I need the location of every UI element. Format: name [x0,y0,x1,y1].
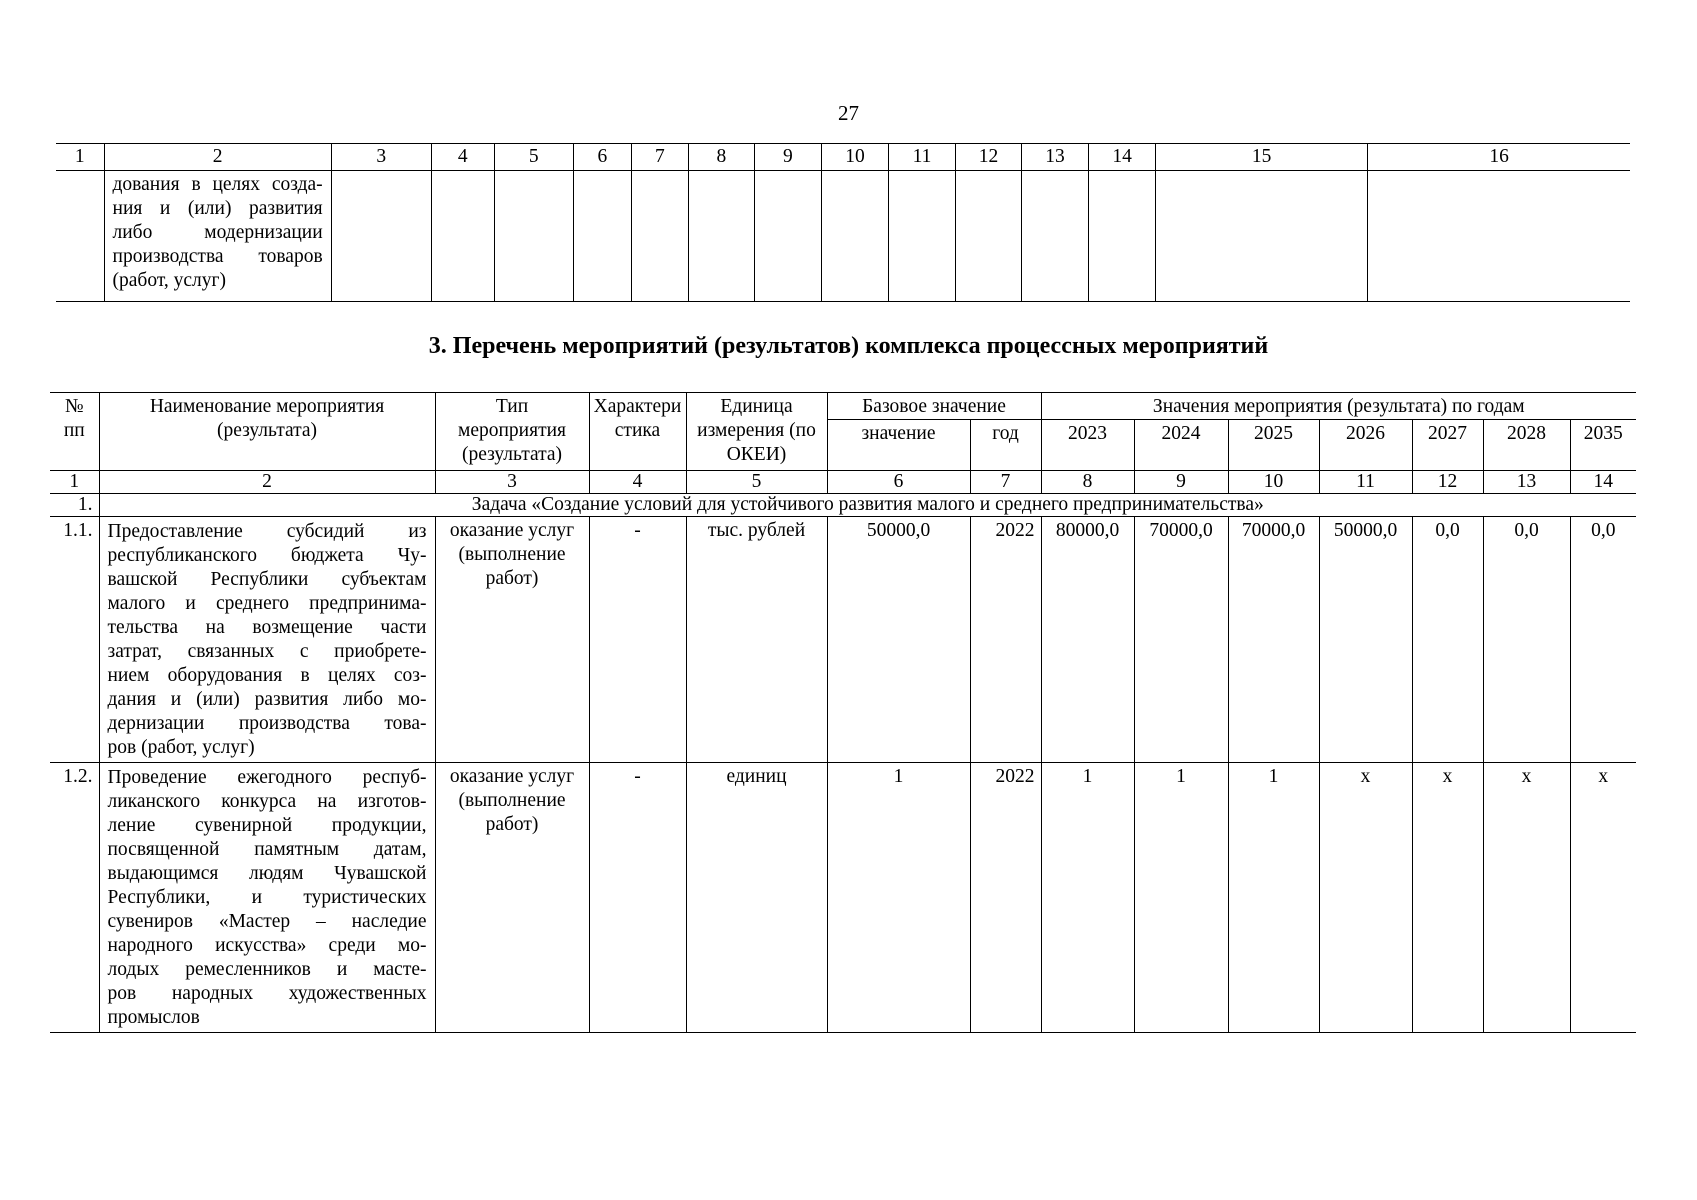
text-line: тельства на возмещение части [107,617,427,638]
table-row [50,763,1636,1033]
text-line: малого и среднего предпринима- [107,593,427,614]
header-year: 2026 [1319,420,1412,471]
row-base-value: 1 [827,763,970,1033]
task-row [50,494,1636,517]
row-year-value: х [1570,763,1636,1033]
text-line: дания и (или) развития либо мо- [107,689,427,710]
header-unit: Единица измерения (по ОКЕИ) [686,393,827,471]
row-base-value: 50000,0 [827,517,970,763]
text-line: ров народных художественных [107,983,427,1004]
row-year-value: 50000,0 [1319,517,1412,763]
row-unit: единиц [686,763,827,1033]
row-year-value: 1 [1228,763,1319,1033]
column-number: 11 [888,144,955,171]
header-base-year: год [970,420,1041,471]
continuation-table [56,143,1630,302]
text-line: либо модернизации [112,222,323,243]
text-line: затрат, связанных с приобрете- [107,641,427,662]
text-line: ния и (или) развития [112,198,323,219]
row-num: 1.1. [50,517,99,763]
column-number: 14 [1570,471,1636,494]
text-line: Проведение ежегодного респуб- [107,767,427,788]
column-number: 7 [631,144,688,171]
header-year: 2028 [1483,420,1570,471]
text-line: ликанского конкурса на изготов- [107,791,427,812]
row-base-year: 2022 [970,517,1041,763]
text-line: дернизации производства това- [107,713,427,734]
row-year-value: 1 [1041,763,1134,1033]
text-line: выдающимся людям Чувашской [107,863,427,884]
column-number: 10 [1228,471,1319,494]
header-characteristic: Характеристика [589,393,686,471]
column-number: 13 [1022,144,1089,171]
continuation-text [104,171,331,302]
column-number: 6 [573,144,631,171]
text-line: республиканского бюджета Чу- [107,545,427,566]
text-line: сувениров «Мастер – наследие [107,911,427,932]
header-row [50,393,1636,420]
row-year-value: х [1483,763,1570,1033]
text-line: лодых ремесленников и масте- [107,959,427,980]
text-line: ление сувенирной продукции, [107,815,427,836]
header-name: Наименование мероприятия (результата) [99,393,435,471]
column-number: 3 [435,471,589,494]
text-line: народного искусства» среди мо- [107,935,427,956]
column-number: 9 [1134,471,1228,494]
header-base-value: значение [827,420,970,471]
text-line: Предоставление субсидий из [107,521,427,542]
row-base-year: 2022 [970,763,1041,1033]
column-number: 5 [686,471,827,494]
row-num: 1.2. [50,763,99,1033]
row-year-value: х [1319,763,1412,1033]
column-number: 15 [1156,144,1368,171]
column-number: 2 [99,471,435,494]
column-number: 1 [56,144,104,171]
header-year: 2024 [1134,420,1228,471]
row-year-value: 0,0 [1412,517,1483,763]
row-year-value: 70000,0 [1134,517,1228,763]
row-unit: тыс. рублей [686,517,827,763]
row-type: оказание услуг (выполнение работ) [435,763,589,1033]
column-number: 2 [104,144,331,171]
column-number: 4 [431,144,494,171]
task-num: 1. [50,494,99,517]
text-line: вашской Республики субъектам [107,569,427,590]
header-base-group: Базовое значение [827,393,1041,420]
column-number: 4 [589,471,686,494]
column-number: 9 [754,144,821,171]
row-year-value: х [1412,763,1483,1033]
column-number: 14 [1089,144,1156,171]
header-type: Тип мероприятия (результата) [435,393,589,471]
column-number: 12 [1412,471,1483,494]
column-number: 10 [821,144,888,171]
row-type: оказание услуг (выполнение работ) [435,517,589,763]
header-year: 2025 [1228,420,1319,471]
column-number: 3 [331,144,431,171]
section-title: 3. Перечень мероприятий (результатов) комплекса процессных мероприятий [428,333,1269,359]
header-num: № пп [50,393,99,471]
row-year-value: 1 [1134,763,1228,1033]
column-number: 6 [827,471,970,494]
row-year-value: 0,0 [1483,517,1570,763]
text-line: нием оборудования в целях соз- [107,665,427,686]
page-number: 27 [838,101,859,125]
column-number: 11 [1319,471,1412,494]
task-text: Задача «Создание условий для устойчивого развития малого и среднего предпринимательства» [99,494,1636,517]
row-characteristic: - [589,763,686,1033]
text-line: (работ, услуг) [112,270,227,291]
row-characteristic: - [589,517,686,763]
column-number: 13 [1483,471,1570,494]
column-number-row [50,471,1636,494]
text-line: Республики, и туристических [107,887,427,908]
column-number-row [56,144,1630,171]
text-line: ров (работ, услуг) [107,737,255,758]
column-number: 12 [955,144,1021,171]
text-line: промыслов [107,1007,200,1028]
column-number: 8 [1041,471,1134,494]
row-year-value: 70000,0 [1228,517,1319,763]
row-name [99,517,435,763]
header-year: 2023 [1041,420,1134,471]
text-line: производства товаров [112,246,323,267]
continuation-row [56,171,1630,302]
column-number: 7 [970,471,1041,494]
row-name [99,763,435,1033]
header-years-group: Значения мероприятия (результата) по годам [1041,393,1636,420]
header-year: 2027 [1412,420,1483,471]
column-number: 5 [494,144,573,171]
row-year-value: 80000,0 [1041,517,1134,763]
table-row [50,517,1636,763]
text-line: посвященной памятным датам, [107,839,427,860]
column-number: 8 [688,144,754,171]
measures-table [50,392,1636,1033]
text-line: дования в целях созда- [112,174,323,195]
column-number: 16 [1368,144,1630,171]
header-year: 2035 [1570,420,1636,471]
row-year-value: 0,0 [1570,517,1636,763]
column-number: 1 [50,471,99,494]
